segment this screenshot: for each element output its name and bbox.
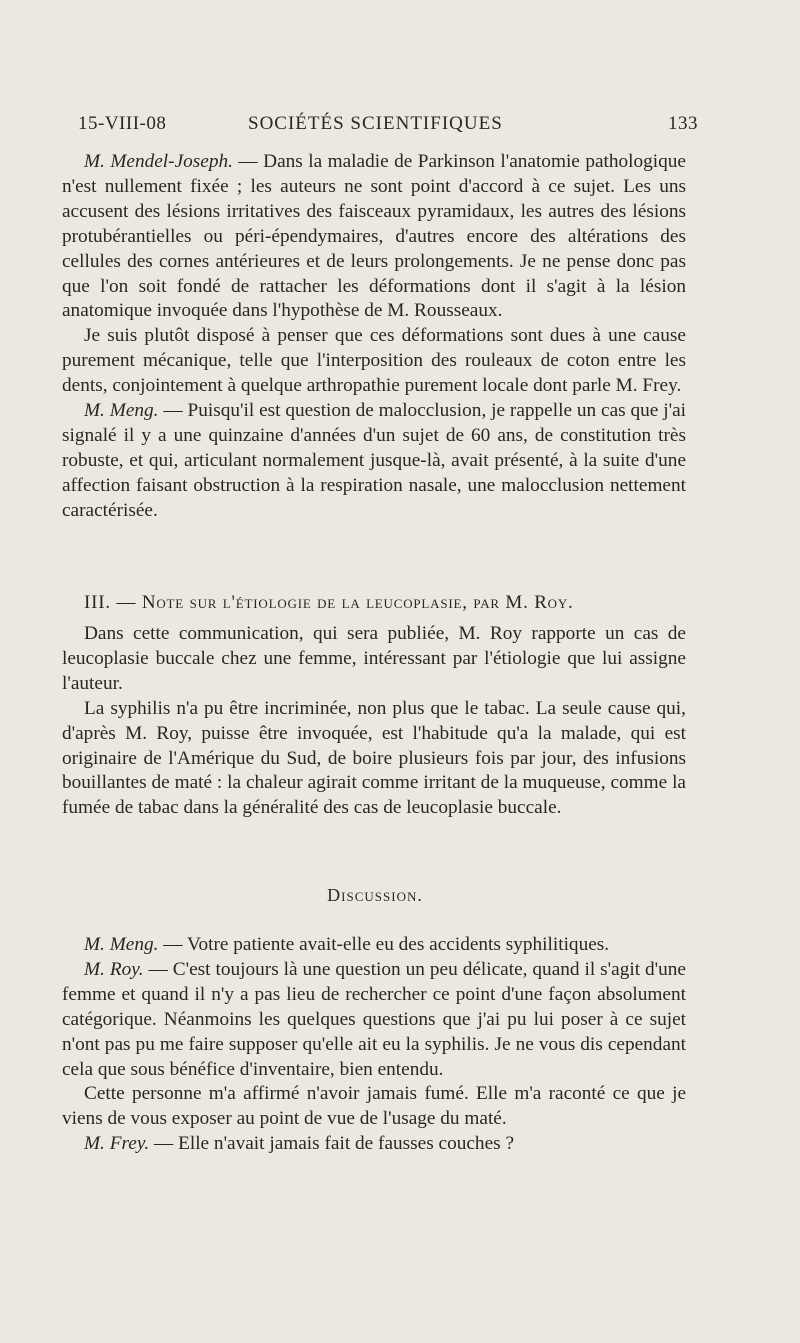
paragraph-text: Dans cette communication, qui sera publiée, M. Roy rapporte un cas de leucoplasie buccale chez une femme, intéressant par l'étiologie que lui assigne l'auteur.	[62, 623, 686, 694]
speaker-name: M. Meng.	[84, 400, 159, 422]
paragraph-text: — Puisqu'il est question de malocclusion, je rappelle un cas que j'ai signalé il y a une quinzaine d'années d'un sujet de 60 ans, de constitution très robuste, et qui, articulant normalement jusque-là, avait présenté, à la suite d'une affection faisant obstruction à la respiration nasale, une malocclusion nettement caractérisée.	[62, 400, 686, 521]
discussion-exchange	[62, 933, 686, 1157]
paragraph-text: La syphilis n'a pu être incriminée, non plus que le tabac. La seule cause qui, d'après M. Roy, puisse être invoquée, est l'habitude qu'a la malade, qui est originaire de l'Amérique du Sud, de boire plusieurs fois par jour, des infusions bouillantes de maté : la chaleur agirait comme irritant de la muqueuse, comme la fumée de tabac dans la généralité des cas de leucoplasie buccale.	[62, 697, 686, 819]
paragraph	[62, 1082, 686, 1132]
paragraph	[62, 399, 686, 524]
paragraph	[62, 150, 686, 324]
header-journal-section: SOCIÉTÉS SCIENTIFIQUES	[248, 113, 503, 134]
paragraph-text: — Dans la maladie de Parkinson l'anatomie pathologique n'est nullement fixée ; les auteurs ne sont point d'accord à ce sujet. Les uns accusent des lésions irritatives des faisceaux pyramidaux, les autres des lésions protubérantielles ou péri-épendymaires, d'autres encore des altérations des cellules des cornes antérieures et de leurs prolongements. Je ne pense donc pas que l'on soit fondé de rattacher les déformations dont il s'agit à la lésion anatomique invoquée dans l'hypothèse de M. Rousseaux.	[62, 151, 686, 322]
paragraph	[62, 1132, 686, 1157]
paragraph	[62, 933, 686, 958]
paragraph-text: Je suis plutôt disposé à penser que ces déformations sont dues à une cause purement mécanique, telle que l'interposition des rouleaux de coton entre les dents, conjointement à quelque arthropathie purement locale dont parle M. Frey.	[62, 325, 686, 397]
discussion-heading: Discussion.	[327, 885, 423, 905]
speaker-name: M. Roy.	[84, 958, 144, 980]
speaker-name: M. Mendel-Joseph.	[84, 151, 233, 172]
paragraph	[62, 697, 686, 822]
paragraph	[62, 958, 686, 1083]
section-title: III. — Note sur l'étiologie de la leucoplasie, par M. Roy.	[84, 592, 574, 613]
speaker-name: M. Frey.	[84, 1133, 150, 1155]
page-number: 133	[668, 113, 698, 134]
running-header	[78, 113, 698, 141]
paragraph-text: Cette personne m'a affirmé n'avoir jamais fumé. Elle m'a raconté ce que je viens de vous exposer au point de vue de l'usage du maté.	[62, 1083, 686, 1130]
discussion-continued	[62, 150, 686, 524]
communication-summary	[62, 622, 686, 821]
paragraph-text: — Elle n'avait jamais fait de fausses couches ?	[149, 1133, 515, 1155]
header-date: 15-VIII-08	[78, 113, 167, 134]
speaker-name: M. Meng.	[84, 934, 159, 955]
paragraph	[62, 324, 686, 399]
paragraph-text: — Votre patiente avait-elle eu des accidents syphilitiques.	[158, 934, 610, 955]
paragraph-text: — C'est toujours là une question un peu délicate, quand il s'agit d'une femme et quand il n'y a pas lieu de rechercher ce point d'une façon absolument catégorique. Néanmoins les quelques questions que j'ai pu lui poser à ce sujet n'ont pas pu me faire supposer qu'elle ait eu la syphilis. Je ne vous dis cependant cela que sous bénéfice d'inventaire, bien entendu.	[62, 958, 686, 1080]
paragraph	[62, 622, 686, 697]
